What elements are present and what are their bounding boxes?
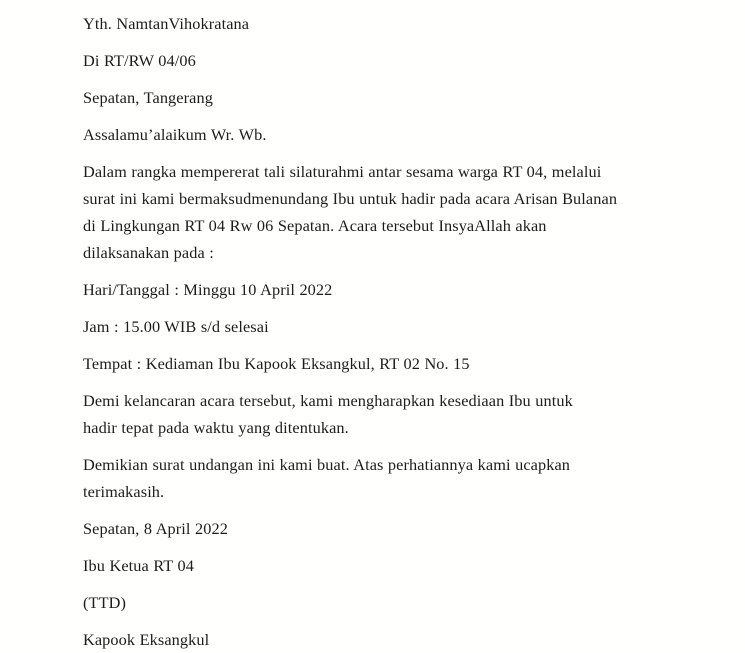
signature-name-line: Kapook Eksangkul	[83, 630, 210, 649]
signature-ttd-line: (TTD)	[83, 593, 126, 612]
request-paragraph: Demi kelancaran acara tersebut, kami mengharapkan kesediaan Ibu untuk hadir tepat pada waktu yang ditentukan.	[83, 391, 573, 437]
greeting-line: Assalamu’alaikum Wr. Wb.	[83, 125, 267, 144]
recipient-city-line: Sepatan, Tangerang	[83, 88, 213, 107]
detail-time-line: Jam : 15.00 WIB s/d selesai	[83, 317, 269, 336]
closing-paragraph: Demikian surat undangan ini kami buat. Atas perhatiannya kami ucapkan terimakasih.	[83, 455, 571, 501]
opening-paragraph: Dalam rangka mempererat tali silaturahmi antar sesama warga RT 04, melalui surat ini kami bermaksudmenundang Ibu untuk hadir pada acara Arisan Bulanan di Lingkungan RT 04 Rw 06 Sepatan. Acara tersebut InsyaAllah akan dilaksanakan pada :	[83, 162, 618, 262]
recipient-name-line: Yth. NamtanVihokratana	[83, 14, 250, 33]
signature-title-line: Ibu Ketua RT 04	[83, 556, 195, 575]
detail-day-line: Hari/Tanggal : Minggu 10 April 2022	[83, 280, 333, 299]
recipient-rtrw-line: Di RT/RW 04/06	[83, 51, 196, 70]
signature-place-date-line: Sepatan, 8 April 2022	[83, 519, 228, 538]
detail-place-line: Tempat : Kediaman Ibu Kapook Eksangkul, RT 02 No. 15	[83, 354, 470, 373]
letter-body	[0, 10, 745, 653]
